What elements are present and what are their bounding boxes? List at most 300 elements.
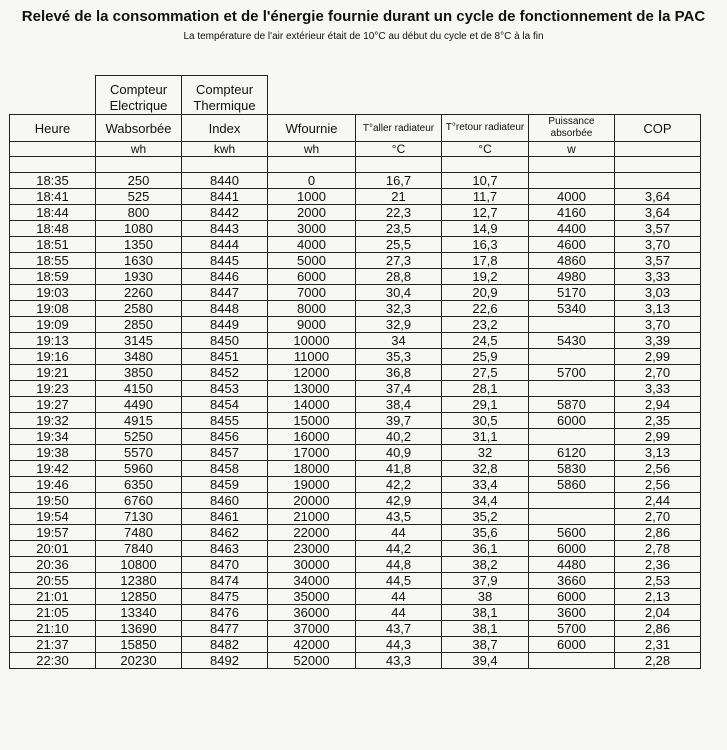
cell-t-retour: 19,2 — [442, 269, 529, 285]
table-row — [10, 317, 701, 333]
cell-puissance: 4400 — [529, 221, 615, 237]
cell-heure: 18:55 — [10, 253, 96, 269]
cell-t-aller: 44,5 — [356, 573, 442, 589]
table-row — [10, 413, 701, 429]
cell-puissance: 4480 — [529, 557, 615, 573]
cell-wfournie: 12000 — [268, 365, 356, 381]
cell-wfournie: 20000 — [268, 493, 356, 509]
cell-t-aller: 16,7 — [356, 173, 442, 189]
cell-cop: 3,39 — [615, 333, 701, 349]
cell-index: 8441 — [182, 189, 268, 205]
cell-t-retour: 38,7 — [442, 637, 529, 653]
cell-t-retour: 16,3 — [442, 237, 529, 253]
cell-t-aller: 40,2 — [356, 429, 442, 445]
unit-wfournie: wh — [268, 142, 356, 157]
cell-index: 8445 — [182, 253, 268, 269]
cell-puissance: 5860 — [529, 477, 615, 493]
header-t-retour: T°retour radiateur — [442, 115, 529, 142]
cell-t-aller: 32,3 — [356, 301, 442, 317]
cell-cop: 3,33 — [615, 381, 701, 397]
table-row — [10, 333, 701, 349]
cell-wfournie: 16000 — [268, 429, 356, 445]
cell-cop: 2,94 — [615, 397, 701, 413]
cell-wabsorbee: 7840 — [96, 541, 182, 557]
cell-heure: 20:01 — [10, 541, 96, 557]
cell-index: 8460 — [182, 493, 268, 509]
unit-heure — [10, 142, 96, 157]
cell-wfournie: 5000 — [268, 253, 356, 269]
cell-wabsorbee: 4150 — [96, 381, 182, 397]
consumption-table — [9, 75, 701, 669]
table-row — [10, 477, 701, 493]
unit-index: kwh — [182, 142, 268, 157]
page-subtitle: La température de l'air extérieur était de 10°C au début du cycle et de 8°C à la fin — [183, 31, 544, 42]
cell-wabsorbee: 4915 — [96, 413, 182, 429]
unit-t-retour: °C — [442, 142, 529, 157]
cell-t-aller: 25,5 — [356, 237, 442, 253]
table-row — [10, 621, 701, 637]
cell-t-aller: 43,7 — [356, 621, 442, 637]
cell-t-retour: 38 — [442, 589, 529, 605]
cell-t-aller: 44,2 — [356, 541, 442, 557]
cell-puissance: 6000 — [529, 541, 615, 557]
cell-t-retour: 25,9 — [442, 349, 529, 365]
cell-t-aller: 42,2 — [356, 477, 442, 493]
header-compteur-thermique: Compteur Thermique — [182, 76, 268, 115]
cell-t-retour: 38,1 — [442, 621, 529, 637]
cell-t-retour: 20,9 — [442, 285, 529, 301]
table-row — [10, 173, 701, 189]
table-row — [10, 653, 701, 669]
cell-t-retour: 12,7 — [442, 205, 529, 221]
cell-wabsorbee: 5570 — [96, 445, 182, 461]
cell-wabsorbee: 6350 — [96, 477, 182, 493]
cell-heure: 18:48 — [10, 221, 96, 237]
cell-heure: 22:30 — [10, 653, 96, 669]
cell-t-aller: 44 — [356, 605, 442, 621]
cell-index: 8476 — [182, 605, 268, 621]
cell-wfournie: 18000 — [268, 461, 356, 477]
table-row — [10, 445, 701, 461]
cell-t-retour: 37,9 — [442, 573, 529, 589]
page-title: Relevé de la consommation et de l'énergie fournie durant un cycle de fonctionnement de la PAC — [21, 8, 706, 25]
cell-t-aller: 21 — [356, 189, 442, 205]
cell-puissance — [529, 653, 615, 669]
cell-heure: 19:03 — [10, 285, 96, 301]
cell-wfournie: 36000 — [268, 605, 356, 621]
cell-cop: 2,86 — [615, 525, 701, 541]
cell-cop: 2,70 — [615, 365, 701, 381]
cell-wfournie: 13000 — [268, 381, 356, 397]
cell-t-aller: 27,3 — [356, 253, 442, 269]
cell-wabsorbee: 3850 — [96, 365, 182, 381]
cell-wabsorbee: 5250 — [96, 429, 182, 445]
cell-wfournie: 17000 — [268, 445, 356, 461]
cell-index: 8463 — [182, 541, 268, 557]
cell-puissance: 3660 — [529, 573, 615, 589]
cell-t-retour: 17,8 — [442, 253, 529, 269]
cell-puissance: 5870 — [529, 397, 615, 413]
table-row — [10, 221, 701, 237]
cell-index: 8482 — [182, 637, 268, 653]
cell-cop: 2,44 — [615, 493, 701, 509]
cell-cop: 2,78 — [615, 541, 701, 557]
cell-puissance: 5430 — [529, 333, 615, 349]
cell-wfournie: 6000 — [268, 269, 356, 285]
table-row — [10, 541, 701, 557]
cell-wfournie: 1000 — [268, 189, 356, 205]
cell-heure: 19:34 — [10, 429, 96, 445]
cell-t-retour: 10,7 — [442, 173, 529, 189]
cell-wabsorbee: 3480 — [96, 349, 182, 365]
cell-cop: 2,36 — [615, 557, 701, 573]
cell-index: 8442 — [182, 205, 268, 221]
cell-wabsorbee: 525 — [96, 189, 182, 205]
cell-puissance: 3600 — [529, 605, 615, 621]
cell-t-aller: 36,8 — [356, 365, 442, 381]
cell-t-aller: 42,9 — [356, 493, 442, 509]
header-puissance: Puissance absorbée — [529, 115, 615, 142]
cell-index: 8462 — [182, 525, 268, 541]
cell-heure: 21:01 — [10, 589, 96, 605]
cell-cop: 3,33 — [615, 269, 701, 285]
cell-wabsorbee: 7480 — [96, 525, 182, 541]
cell-heure: 19:09 — [10, 317, 96, 333]
cell-wabsorbee: 13690 — [96, 621, 182, 637]
cell-heure: 19:46 — [10, 477, 96, 493]
cell-t-aller: 23,5 — [356, 221, 442, 237]
header-cop: COP — [615, 115, 701, 142]
cell-cop: 3,57 — [615, 253, 701, 269]
cell-heure: 19:38 — [10, 445, 96, 461]
cell-t-retour: 35,2 — [442, 509, 529, 525]
cell-cop: 3,57 — [615, 221, 701, 237]
table-row — [10, 397, 701, 413]
cell-cop: 2,53 — [615, 573, 701, 589]
cell-cop: 2,86 — [615, 621, 701, 637]
cell-t-retour: 38,2 — [442, 557, 529, 573]
cell-t-aller: 30,4 — [356, 285, 442, 301]
cell-index: 8444 — [182, 237, 268, 253]
cell-wabsorbee: 1630 — [96, 253, 182, 269]
cell-wabsorbee: 12380 — [96, 573, 182, 589]
cell-index: 8451 — [182, 349, 268, 365]
cell-cop: 2,13 — [615, 589, 701, 605]
cell-index: 8440 — [182, 173, 268, 189]
cell-index: 8475 — [182, 589, 268, 605]
cell-cop: 2,35 — [615, 413, 701, 429]
cell-puissance: 4600 — [529, 237, 615, 253]
table-row — [10, 365, 701, 381]
cell-cop: 2,56 — [615, 461, 701, 477]
table-row — [10, 301, 701, 317]
cell-index: 8458 — [182, 461, 268, 477]
cell-index: 8448 — [182, 301, 268, 317]
cell-cop: 2,70 — [615, 509, 701, 525]
cell-wabsorbee: 800 — [96, 205, 182, 221]
cell-puissance: 4000 — [529, 189, 615, 205]
table-row — [10, 237, 701, 253]
cell-index: 8474 — [182, 573, 268, 589]
cell-puissance — [529, 429, 615, 445]
header-index: Index — [182, 115, 268, 142]
table-row — [10, 573, 701, 589]
cell-index: 8452 — [182, 365, 268, 381]
cell-t-retour: 33,4 — [442, 477, 529, 493]
cell-t-retour: 27,5 — [442, 365, 529, 381]
table-row — [10, 189, 701, 205]
cell-puissance: 6000 — [529, 413, 615, 429]
cell-wfournie: 3000 — [268, 221, 356, 237]
cell-index: 8492 — [182, 653, 268, 669]
cell-cop: 2,28 — [615, 653, 701, 669]
cell-wfournie: 15000 — [268, 413, 356, 429]
cell-index: 8450 — [182, 333, 268, 349]
cell-wabsorbee: 10800 — [96, 557, 182, 573]
table-row — [10, 557, 701, 573]
cell-t-aller: 43,5 — [356, 509, 442, 525]
cell-wabsorbee: 6760 — [96, 493, 182, 509]
cell-puissance: 4860 — [529, 253, 615, 269]
cell-t-retour: 32 — [442, 445, 529, 461]
cell-index: 8459 — [182, 477, 268, 493]
table-row — [10, 493, 701, 509]
cell-cop: 2,31 — [615, 637, 701, 653]
cell-wabsorbee: 20230 — [96, 653, 182, 669]
cell-heure: 20:36 — [10, 557, 96, 573]
cell-cop: 3,64 — [615, 189, 701, 205]
table-row — [10, 637, 701, 653]
cell-t-aller: 44 — [356, 589, 442, 605]
cell-heure: 18:44 — [10, 205, 96, 221]
cell-puissance: 4160 — [529, 205, 615, 221]
table-row — [10, 429, 701, 445]
cell-index: 8447 — [182, 285, 268, 301]
cell-index: 8443 — [182, 221, 268, 237]
cell-wfournie: 23000 — [268, 541, 356, 557]
cell-puissance — [529, 173, 615, 189]
cell-puissance — [529, 317, 615, 333]
cell-cop — [615, 173, 701, 189]
cell-wabsorbee: 13340 — [96, 605, 182, 621]
cell-t-retour: 32,8 — [442, 461, 529, 477]
cell-index: 8455 — [182, 413, 268, 429]
cell-wfournie: 21000 — [268, 509, 356, 525]
cell-heure: 19:21 — [10, 365, 96, 381]
cell-heure: 19:27 — [10, 397, 96, 413]
cell-t-retour: 36,1 — [442, 541, 529, 557]
cell-heure: 21:10 — [10, 621, 96, 637]
header-t-aller: T°aller radiateur — [356, 115, 442, 142]
cell-heure: 19:42 — [10, 461, 96, 477]
cell-index: 8457 — [182, 445, 268, 461]
cell-t-aller: 34 — [356, 333, 442, 349]
cell-heure: 19:23 — [10, 381, 96, 397]
cell-index: 8453 — [182, 381, 268, 397]
cell-t-aller: 38,4 — [356, 397, 442, 413]
cell-heure: 18:35 — [10, 173, 96, 189]
cell-wfournie: 11000 — [268, 349, 356, 365]
cell-wfournie: 30000 — [268, 557, 356, 573]
header-compteur-electrique: Compteur Electrique — [96, 76, 182, 115]
cell-wfournie: 37000 — [268, 621, 356, 637]
cell-heure: 19:13 — [10, 333, 96, 349]
unit-t-aller: °C — [356, 142, 442, 157]
cell-wfournie: 14000 — [268, 397, 356, 413]
cell-wfournie: 35000 — [268, 589, 356, 605]
cell-wabsorbee: 5960 — [96, 461, 182, 477]
table-row — [10, 605, 701, 621]
cell-t-aller: 22,3 — [356, 205, 442, 221]
cell-heure: 18:59 — [10, 269, 96, 285]
cell-t-retour: 29,1 — [442, 397, 529, 413]
header-wfournie: Wfournie — [268, 115, 356, 142]
cell-t-retour: 23,2 — [442, 317, 529, 333]
table-row — [10, 381, 701, 397]
cell-index: 8456 — [182, 429, 268, 445]
table-row — [10, 589, 701, 605]
cell-wfournie: 52000 — [268, 653, 356, 669]
cell-wabsorbee: 2850 — [96, 317, 182, 333]
cell-wfournie: 2000 — [268, 205, 356, 221]
cell-cop: 2,04 — [615, 605, 701, 621]
cell-wabsorbee: 4490 — [96, 397, 182, 413]
table-row — [10, 269, 701, 285]
cell-puissance: 5700 — [529, 365, 615, 381]
cell-cop: 3,03 — [615, 285, 701, 301]
cell-cop: 3,70 — [615, 237, 701, 253]
cell-t-aller: 35,3 — [356, 349, 442, 365]
cell-wfournie: 7000 — [268, 285, 356, 301]
table-row — [10, 253, 701, 269]
cell-t-aller: 44,8 — [356, 557, 442, 573]
cell-t-aller: 40,9 — [356, 445, 442, 461]
cell-t-aller: 41,8 — [356, 461, 442, 477]
cell-puissance: 4980 — [529, 269, 615, 285]
cell-t-retour: 14,9 — [442, 221, 529, 237]
cell-index: 8470 — [182, 557, 268, 573]
cell-cop: 2,56 — [615, 477, 701, 493]
cell-puissance: 5830 — [529, 461, 615, 477]
cell-heure: 21:37 — [10, 637, 96, 653]
cell-puissance: 5170 — [529, 285, 615, 301]
cell-t-aller: 43,3 — [356, 653, 442, 669]
cell-index: 8449 — [182, 317, 268, 333]
cell-cop: 3,70 — [615, 317, 701, 333]
table-row — [10, 525, 701, 541]
cell-puissance: 5340 — [529, 301, 615, 317]
cell-wfournie: 9000 — [268, 317, 356, 333]
cell-puissance — [529, 509, 615, 525]
cell-wfournie: 42000 — [268, 637, 356, 653]
cell-t-retour: 31,1 — [442, 429, 529, 445]
unit-puissance: w — [529, 142, 615, 157]
table-row — [10, 461, 701, 477]
cell-wabsorbee: 7130 — [96, 509, 182, 525]
cell-t-aller: 32,9 — [356, 317, 442, 333]
table-row — [10, 509, 701, 525]
spacer-row — [10, 157, 701, 173]
table-row — [10, 349, 701, 365]
cell-index: 8461 — [182, 509, 268, 525]
cell-t-aller: 28,8 — [356, 269, 442, 285]
cell-wabsorbee: 1350 — [96, 237, 182, 253]
cell-t-retour: 34,4 — [442, 493, 529, 509]
cell-wfournie: 22000 — [268, 525, 356, 541]
cell-wabsorbee: 3145 — [96, 333, 182, 349]
cell-cop: 2,99 — [615, 349, 701, 365]
cell-t-retour: 11,7 — [442, 189, 529, 205]
cell-wabsorbee: 2580 — [96, 301, 182, 317]
cell-puissance — [529, 381, 615, 397]
cell-puissance — [529, 349, 615, 365]
cell-cop: 3,64 — [615, 205, 701, 221]
cell-t-aller: 39,7 — [356, 413, 442, 429]
cell-puissance — [529, 493, 615, 509]
cell-heure: 19:57 — [10, 525, 96, 541]
cell-t-retour: 24,5 — [442, 333, 529, 349]
cell-wfournie: 0 — [268, 173, 356, 189]
cell-t-retour: 39,4 — [442, 653, 529, 669]
cell-wabsorbee: 12850 — [96, 589, 182, 605]
table-row — [10, 285, 701, 301]
cell-wfournie: 4000 — [268, 237, 356, 253]
cell-heure: 19:08 — [10, 301, 96, 317]
cell-index: 8454 — [182, 397, 268, 413]
cell-t-aller: 37,4 — [356, 381, 442, 397]
cell-wabsorbee: 2260 — [96, 285, 182, 301]
cell-heure: 20:55 — [10, 573, 96, 589]
cell-wabsorbee: 250 — [96, 173, 182, 189]
cell-wfournie: 8000 — [268, 301, 356, 317]
cell-wabsorbee: 15850 — [96, 637, 182, 653]
cell-heure: 19:16 — [10, 349, 96, 365]
cell-t-retour: 35,6 — [442, 525, 529, 541]
cell-heure: 19:54 — [10, 509, 96, 525]
cell-heure: 21:05 — [10, 605, 96, 621]
cell-index: 8477 — [182, 621, 268, 637]
cell-t-retour: 38,1 — [442, 605, 529, 621]
unit-cop — [615, 142, 701, 157]
header-heure: Heure — [10, 115, 96, 142]
cell-t-aller: 44,3 — [356, 637, 442, 653]
cell-puissance: 5600 — [529, 525, 615, 541]
cell-wfournie: 19000 — [268, 477, 356, 493]
cell-cop: 2,99 — [615, 429, 701, 445]
cell-t-aller: 44 — [356, 525, 442, 541]
cell-heure: 18:51 — [10, 237, 96, 253]
cell-t-retour: 22,6 — [442, 301, 529, 317]
cell-puissance: 6000 — [529, 637, 615, 653]
cell-puissance: 6120 — [529, 445, 615, 461]
cell-wfournie: 34000 — [268, 573, 356, 589]
cell-index: 8446 — [182, 269, 268, 285]
cell-heure: 19:50 — [10, 493, 96, 509]
cell-puissance: 5700 — [529, 621, 615, 637]
cell-t-retour: 28,1 — [442, 381, 529, 397]
unit-wabsorbee: wh — [96, 142, 182, 157]
cell-puissance: 6000 — [529, 589, 615, 605]
cell-heure: 18:41 — [10, 189, 96, 205]
cell-wfournie: 10000 — [268, 333, 356, 349]
header-wabsorbee: Wabsorbée — [96, 115, 182, 142]
cell-cop: 3,13 — [615, 445, 701, 461]
cell-wabsorbee: 1080 — [96, 221, 182, 237]
table-row — [10, 205, 701, 221]
cell-cop: 3,13 — [615, 301, 701, 317]
cell-wabsorbee: 1930 — [96, 269, 182, 285]
cell-heure: 19:32 — [10, 413, 96, 429]
